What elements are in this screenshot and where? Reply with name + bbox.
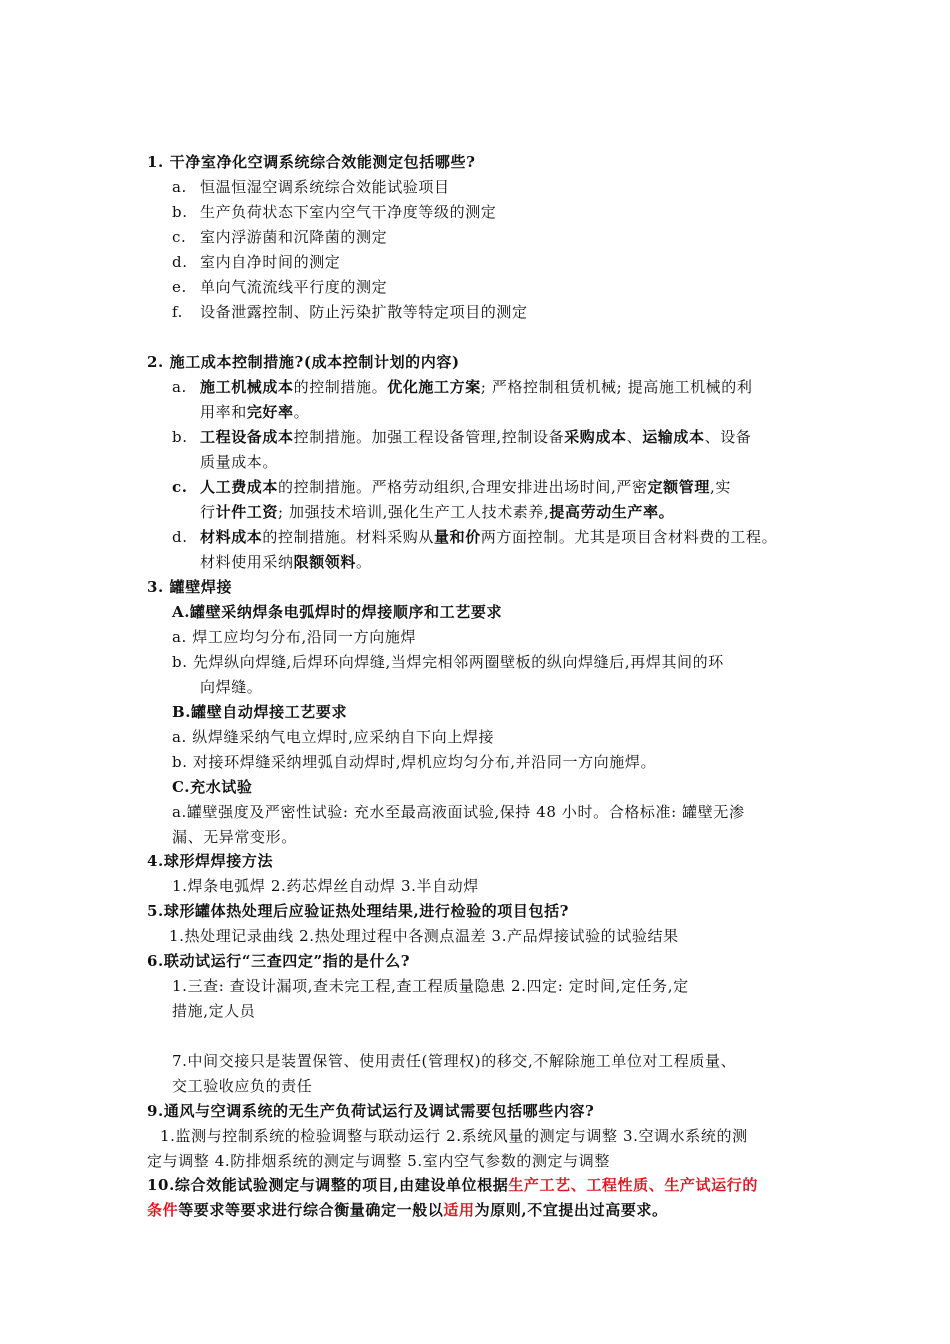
q9-body-line2: 定与调整 4.防排烟系统的测定与调整 5.室内空气参数的测定与调整 [147,1152,610,1170]
q2-item-c-line2: 行计件工资; 加强技术培训,强化生产工人技术素养,提高劳动生产率。 [200,503,675,521]
q3-c-item-a-line1: a.罐壁强度及严密性试验: 充水至最高液面试验,保持 48 小时。合格标准: 罐壁无渗 [172,803,745,821]
q1-item-b: b. 生产负荷状态下室内空气干净度等级的测定 [172,203,497,221]
q9-body-line1: 1.监测与控制系统的检验调整与联动运行 2.系统风量的测定与调整 3.空调水系统的测 [160,1127,748,1145]
q1-item-d: d. 室内自净时间的测定 [172,253,341,271]
q10-line1: 10.综合效能试验测定与调整的项目,由建设单位根据生产工艺、工程性质、生产试运行的 [147,1176,758,1194]
q3-subsection-b-title: B.罐壁自动焊接工艺要求 [172,703,348,721]
q3-b-item-b: b. 对接环焊缝采纳埋弧自动焊时,焊机应均匀分布,并沿同一方向施焊。 [172,753,657,771]
q5-body: 1.热处理记录曲线 2.热处理过程中各测点温差 3.产品焊接试验的试验结果 [169,927,679,945]
q3-subsection-c-title: C.充水试验 [172,778,253,796]
q7-body-line1: 7.中间交接只是装置保管、使用责任(管理权)的移交,不解除施工单位对工程质量、 [172,1052,737,1070]
q9-title: 9.通风与空调系统的无生产负荷试运行及调试需要包括哪些内容? [147,1102,595,1120]
q3-b-item-a: a. 纵焊缝采纳气电立焊时,应采纳自下向上焊接 [172,728,495,746]
q4-title: 4.球形焊焊接方法 [147,852,274,870]
q1-title: 1. 干净室净化空调系统综合效能测定包括哪些? [147,153,476,171]
q10-line2: 条件等要求等要求进行综合衡量确定一般以适用为原则,不宜提出过高要求。 [147,1201,668,1219]
q2-item-d-line2: 材料使用采纳限额领料。 [200,553,372,571]
q4-body: 1.焊条电弧焊 2.药芯焊丝自动焊 3.半自动焊 [172,877,479,895]
q1-item-a: a. 恒温恒湿空调系统综合效能试验项目 [172,178,450,196]
q3-title: 3. 罐壁焊接 [147,578,233,596]
q3-a-item-a: a. 焊工应均匀分布,沿同一方向施焊 [172,628,417,646]
q2-title: 2. 施工成本控制措施?(成本控制计划的内容) [147,353,460,371]
q3-a-item-b-line2: 向焊缝。 [200,678,263,696]
q1-item-f: f. 设备泄露控制、防止污染扩散等特定项目的测定 [172,303,528,321]
q2-item-a-line1: a. 施工机械成本的控制措施。优化施工方案; 严格控制租赁机械; 提高施工机械的利 [172,378,753,396]
q2-item-d-line1: d. 材料成本的控制措施。材料采购从量和价两方面控制。尤其是项目含材料费的工程。 [172,528,778,546]
q6-body-line2: 措施,定人员 [172,1002,256,1020]
q3-subsection-a-title: A.罐壁采纳焊条电弧焊时的焊接顺序和工艺要求 [172,603,503,621]
q6-title: 6.联动试运行“三查四定”指的是什么? [147,952,411,970]
q6-body-line1: 1.三查: 查设计漏项,查未完工程,查工程质量隐患 2.四定: 定时间,定任务,定 [172,977,689,995]
q7-body-line2: 交工验收应负的责任 [172,1077,313,1095]
q2-item-c-line1: c. 人工费成本的控制措施。严格劳动组织,合理安排进出场时间,严密定额管理,实 [172,478,731,496]
q3-c-item-a-line2: 漏、无异常变形。 [172,828,297,846]
q2-item-a-line2: 用率和完好率。 [200,403,310,421]
q5-title: 5.球形罐体热处理后应验证热处理结果,进行检验的项目包括? [147,902,570,920]
q1-item-e: e. 单向气流流线平行度的测定 [172,278,388,296]
q2-item-b-line2: 质量成本。 [200,453,279,471]
q2-item-b-line1: b. 工程设备成本控制措施。加强工程设备管理,控制设备采购成本、运输成本、设备 [172,428,752,446]
q1-item-c: c. 室内浮游菌和沉降菌的测定 [172,228,388,246]
q3-a-item-b-line1: b. 先焊纵向焊缝,后焊环向焊缝,当焊完相邻两圈壁板的纵向焊缝后,再焊其间的环 [172,653,724,671]
